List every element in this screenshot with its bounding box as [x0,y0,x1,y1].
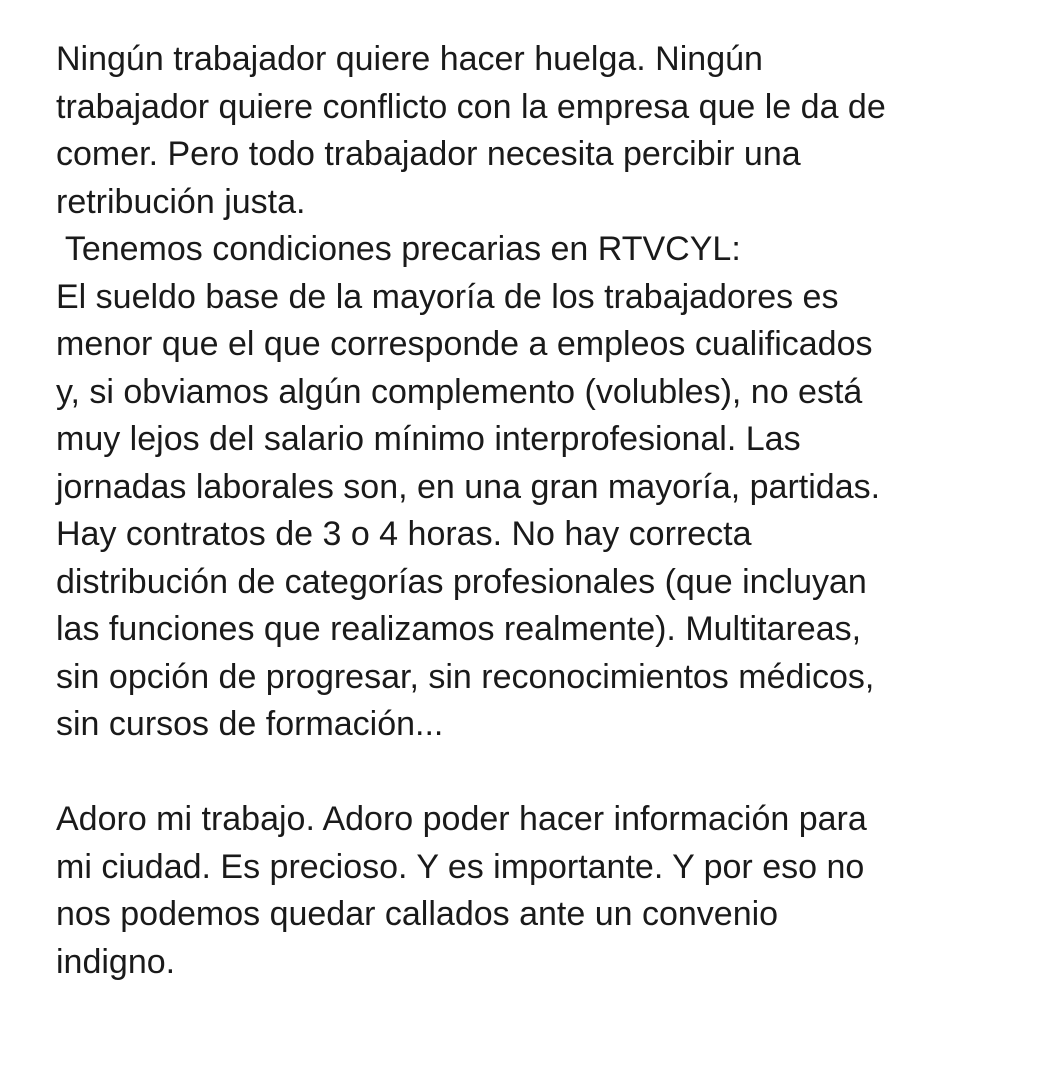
note-line: Hay contratos de 3 o 4 horas. No hay correcta [56,515,752,553]
note-line: indigno. [56,942,176,981]
note-text [56,36,1046,986]
note-line: trabajador quiere conflicto con la empresa que le da de [56,87,886,126]
note-line: jornadas laborales son, en una gran mayoría, partidas. [56,467,881,506]
note-line: sin cursos de formación... [56,705,444,743]
note-line: Ningún trabajador quiere hacer huelga. Ningún [56,40,763,78]
note-line: distribución de categorías profesionales (que incluyan [56,562,867,601]
note-line: Adoro mi trabajo. Adoro poder hacer información para [56,800,867,838]
note-line: muy lejos del salario mínimo interprofesional. Las [56,420,801,458]
note-line: El sueldo base de la mayoría de los trabajadores es [56,277,839,316]
note-line: comer. Pero todo trabajador necesita percibir una [56,135,801,173]
note-line: las funciones que realizamos realmente). Multitareas, [56,610,862,648]
note-line: menor que el que corresponde a empleos cualificados [56,325,873,363]
note-line: y, si obviamos algún complemento (volubles), no está [56,372,863,411]
note-line: Tenemos condiciones precarias en RTVCYL: [56,230,741,268]
note-line: sin opción de progresar, sin reconocimientos médicos, [56,657,875,696]
note-line-blank [56,749,1046,797]
note-line: retribución justa. [56,182,306,221]
note-line: mi ciudad. Es precioso. Y es importante. Y por eso no [56,847,865,886]
note-line: nos podemos quedar callados ante un convenio [56,895,779,933]
